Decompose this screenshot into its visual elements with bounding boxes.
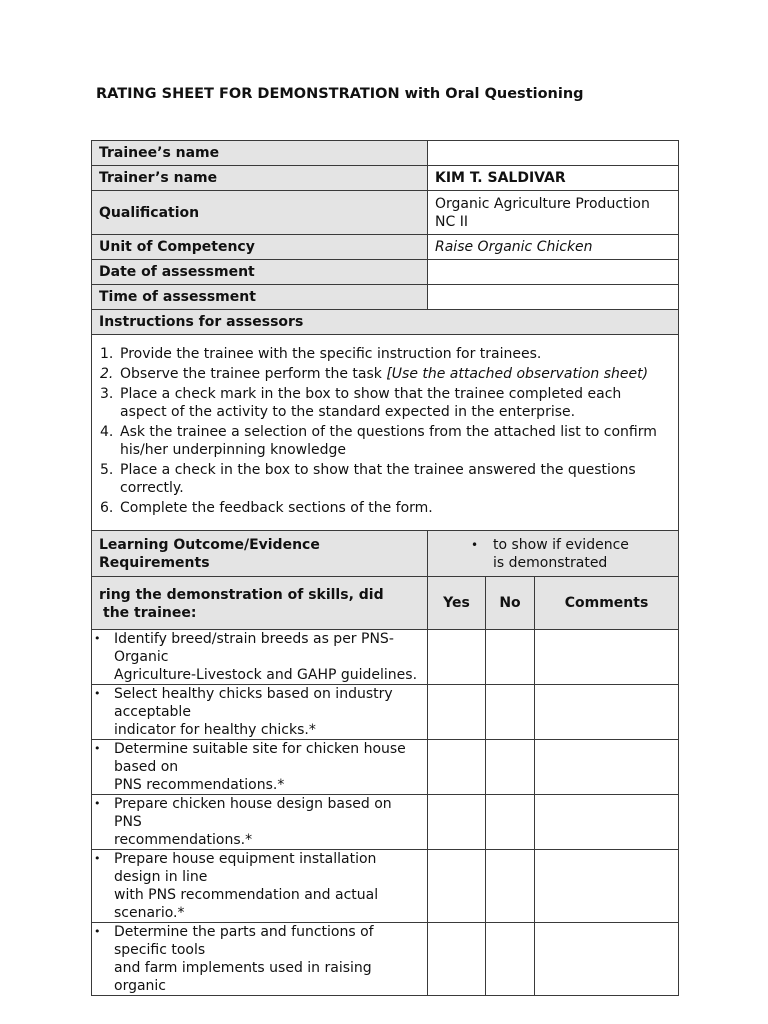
time-of-assessment-value[interactable] bbox=[428, 285, 679, 310]
no-checkbox[interactable] bbox=[486, 630, 535, 685]
instructions-heading-row bbox=[92, 310, 679, 335]
criterion-row bbox=[92, 795, 679, 850]
comments-cell[interactable] bbox=[535, 630, 679, 685]
qualification-value bbox=[428, 191, 679, 235]
info-row-qualification bbox=[92, 191, 679, 235]
no-checkbox[interactable] bbox=[486, 740, 535, 795]
rating-sheet-table bbox=[91, 140, 679, 996]
evidence-note: • to show if evidence is demonstrated bbox=[428, 531, 679, 577]
yes-checkbox[interactable] bbox=[428, 685, 486, 740]
qualification-value-line2: NC II bbox=[435, 213, 468, 230]
bullet-icon: • bbox=[94, 687, 101, 700]
instructions-list bbox=[98, 345, 672, 517]
date-of-assessment-value[interactable] bbox=[428, 260, 679, 285]
bullet-icon: • bbox=[94, 852, 101, 865]
criterion-row bbox=[92, 630, 679, 685]
instruction-item: 5. Place a check in the box to show that the trainee answered the questions correctly. bbox=[100, 461, 636, 496]
no-checkbox[interactable] bbox=[486, 850, 535, 923]
yes-column-header: Yes bbox=[428, 577, 486, 630]
yes-checkbox[interactable] bbox=[428, 850, 486, 923]
criterion-row bbox=[92, 850, 679, 923]
page-title: RATING SHEET FOR DEMONSTRATION with Oral Questioning bbox=[96, 86, 584, 102]
info-row-trainer bbox=[92, 166, 679, 191]
bullet-icon: • bbox=[94, 925, 101, 938]
no-column-header: No bbox=[486, 577, 535, 630]
trainer-name-value: KIM T. SALDIVAR bbox=[428, 166, 679, 191]
trainee-name-value[interactable] bbox=[428, 141, 679, 166]
no-checkbox[interactable] bbox=[486, 795, 535, 850]
comments-cell[interactable] bbox=[535, 795, 679, 850]
unit-of-competency-label: Unit of Competency bbox=[92, 235, 428, 260]
no-checkbox[interactable] bbox=[486, 923, 535, 996]
instructions-list-cell bbox=[92, 335, 679, 531]
qualification-value-line1: Organic Agriculture Production bbox=[435, 195, 650, 212]
comments-cell[interactable] bbox=[535, 923, 679, 996]
unit-of-competency-value: Raise Organic Chicken bbox=[428, 235, 679, 260]
comments-cell[interactable] bbox=[535, 850, 679, 923]
yes-checkbox[interactable] bbox=[428, 795, 486, 850]
time-of-assessment-label: Time of assessment bbox=[92, 285, 428, 310]
instruction-item: 6. Complete the feedback sections of the form. bbox=[100, 499, 433, 516]
instructions-heading: Instructions for assessors bbox=[92, 310, 679, 335]
info-row-time bbox=[92, 285, 679, 310]
info-row-trainee bbox=[92, 141, 679, 166]
comments-cell[interactable] bbox=[535, 740, 679, 795]
criterion-row bbox=[92, 923, 679, 996]
criterion-text: • Prepare house equipment installation design in line with PNS recommendation and actual scenario.* bbox=[92, 850, 428, 923]
no-checkbox[interactable] bbox=[486, 685, 535, 740]
criterion-text: • Determine suitable site for chicken house based on PNS recommendations.* bbox=[92, 740, 428, 795]
criterion-text: • Prepare chicken house design based on PNS recommendations.* bbox=[92, 795, 428, 850]
trainer-name-label: Trainer’s name bbox=[92, 166, 428, 191]
instruction-item: 3. Place a check mark in the box to show that the trainee completed each aspect of the activity to the standard expected in the enterprise. bbox=[100, 385, 622, 420]
bullet-icon: • bbox=[94, 632, 101, 645]
question-header-row bbox=[92, 577, 679, 630]
date-of-assessment-label: Date of assessment bbox=[92, 260, 428, 285]
qualification-label: Qualification bbox=[92, 191, 428, 235]
evidence-header-row bbox=[92, 531, 679, 577]
instruction-item: 1. Provide the trainee with the specific instruction for trainees. bbox=[100, 345, 542, 362]
criterion-row bbox=[92, 740, 679, 795]
comments-cell[interactable] bbox=[535, 685, 679, 740]
evidence-requirements-heading: Learning Outcome/Evidence Requirements bbox=[92, 531, 428, 577]
instruction-item: 2. Observe the trainee perform the task [Use the attached observation sheet) bbox=[100, 365, 649, 382]
instructions-row bbox=[92, 335, 679, 531]
info-row-date bbox=[92, 260, 679, 285]
trainee-name-label: Trainee’s name bbox=[92, 141, 428, 166]
instruction-item: 4. Ask the trainee a selection of the questions from the attached list to confirm his/her underpinning knowledge bbox=[100, 423, 657, 458]
yes-checkbox[interactable] bbox=[428, 923, 486, 996]
bullet-icon: • bbox=[94, 797, 101, 810]
demonstration-question: ring the demonstration of skills, did the trainee: bbox=[92, 577, 428, 630]
yes-checkbox[interactable] bbox=[428, 740, 486, 795]
yes-checkbox[interactable] bbox=[428, 630, 486, 685]
criterion-text: • Select healthy chicks based on industry acceptable indicator for healthy chicks.* bbox=[92, 685, 428, 740]
criterion-text: • Determine the parts and functions of specific tools and farm implements used in raising organic bbox=[92, 923, 428, 996]
bullet-icon: • bbox=[471, 537, 479, 552]
comments-column-header: Comments bbox=[535, 577, 679, 630]
criterion-row bbox=[92, 685, 679, 740]
info-row-unit bbox=[92, 235, 679, 260]
criterion-text: • Identify breed/strain breeds as per PNS-Organic Agriculture-Livestock and GAHP guidelines. bbox=[92, 630, 428, 685]
bullet-icon: • bbox=[94, 742, 101, 755]
